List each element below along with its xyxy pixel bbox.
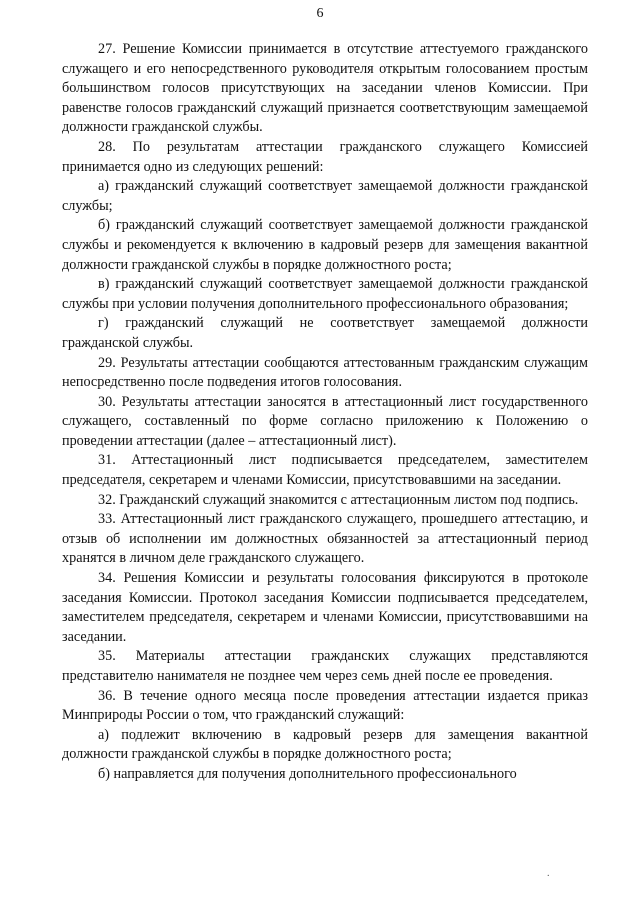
paragraph-35: 35. Материалы аттестации гражданских служащих представляются представителю нанимателя не позднее чем через семь дней после ее проведения. [62, 648, 588, 684]
paragraph-28-a: а) гражданский служащий соответствует замещаемой должности гражданской службы; [62, 178, 588, 214]
paragraph-31: 31. Аттестационный лист подписывается председателем, заместителем председателя, секретарем и членами Комиссии, присутствовавшими на заседании. [62, 452, 588, 489]
paragraph-36-a: а) подлежит включению в кадровый резерв для замещения вакантной должности гражданской службы в порядке должностного роста; [62, 726, 588, 763]
paragraph-29: 29. Результаты аттестации сообщаются аттестованным гражданским служащим непосредственно после подведения итогов голосования. [62, 354, 588, 391]
paragraph-30: 30. Результаты аттестации заносятся в аттестационный лист государственного служащего, составленный по форме согласно приложению к Положению о проведении аттестации (далее – аттестационный лист). [62, 393, 588, 449]
paragraph-36-b: б) направляется для получения дополнительного профессионального [98, 765, 517, 782]
footer-mark: . [547, 868, 550, 879]
paragraph-28: 28. По результатам аттестации гражданского служащего Комиссией принимается одно из следующих решений: [62, 138, 588, 175]
paragraph-33: 33. Аттестационный лист гражданского служащего, прошедшего аттестацию, и отзыв об исполнении им должностных обязанностей за аттестационный период хранятся в личном деле гражданского служащего. [62, 511, 588, 567]
paragraph-28-g: г) гражданский служащий не соответствует замещаемой должности гражданской службы. [62, 315, 588, 351]
document-body [62, 40, 588, 785]
page-number: 6 [316, 6, 324, 21]
paragraph-36: 36. В течение одного месяца после проведения аттестации издается приказ Минприроды России о том, что гражданский служащий: [62, 687, 588, 724]
paragraph-28-v: в) гражданский служащий соответствует замещаемой должности гражданской службы при условии получения дополнительного профессионального образования; [62, 276, 588, 312]
paragraph-32: 32. Гражданский служащий знакомится с аттестационным листом под подпись. [98, 491, 579, 508]
paragraph-28-b: б) гражданский служащий соответствует замещаемой должности гражданской службы и рекомендуется к включению в кадровый резерв для замещения вакантной должности гражданской службы в порядке должностного роста; [62, 217, 588, 273]
paragraph-34: 34. Решения Комиссии и результаты голосования фиксируются в протоколе заседания Комиссии. Протокол заседания Комиссии подписывается председателем, заместителем председателя, секретарем и членами Комиссии, присутствовавшими на заседании. [62, 570, 588, 645]
paragraph-27: 27. Решение Комиссии принимается в отсутствие аттестуемого гражданского служащего и его непосредственного руководителя открытым голосованием простым большинством голосов присутствующих на заседании членов Комиссии. При равенстве голосов гражданский служащий признается соответствующим замещаемой должности гражданской службы. [62, 41, 588, 136]
